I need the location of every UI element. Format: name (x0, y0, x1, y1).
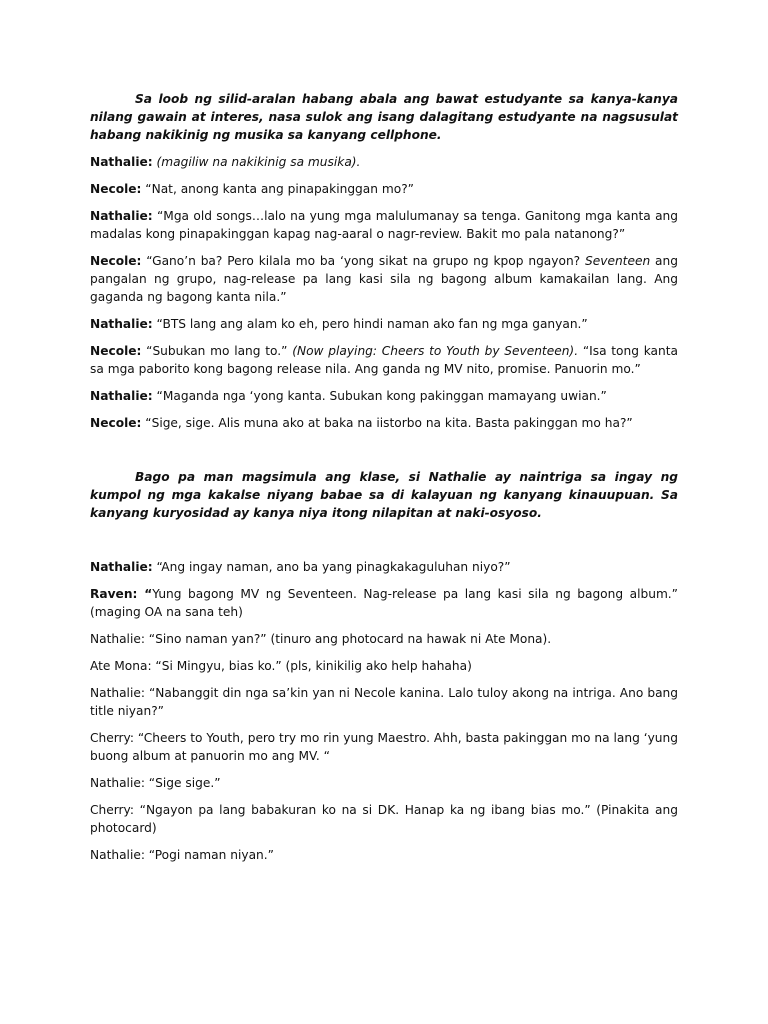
speaker-label: Necole: (90, 254, 142, 268)
dialogue-line: Cherry: “Ngayon pa lang babakuran ko na si DK. Hanap ka ng ibang bias mo.” (Pinakita ang photocard) (90, 803, 678, 835)
dialogue-text: “BTS lang ang alam ko eh, pero hindi naman ako fan ng mga ganyan.” (152, 317, 588, 331)
dialogue-text: “Nat, anong kanta ang pinapakinggan mo?” (141, 182, 414, 196)
group-name: Seventeen (585, 254, 651, 268)
dialogue-text: “Sige, sige. Alis muna ako at baka na iistorbo na kita. Basta pakinggan mo ha?” (141, 416, 633, 430)
stage-direction: (magiliw na nakikinig sa musika). (156, 155, 361, 169)
dialogue-text: Yung bagong MV ng Seventeen. Nag-release pa lang kasi sila ng bagong album.” (maging OA na sana teh) (90, 587, 678, 619)
speaker-label: Necole: (90, 416, 142, 430)
dialogue-line: Nathalie: “Pogi naman niyan.” (90, 848, 274, 862)
dialogue-line: Nathalie: “Nabanggit din nga sa’kin yan ni Necole kanina. Lalo tuloy akong na intriga. Ano bang title niyan?” (90, 686, 678, 718)
dialogue-line (90, 558, 678, 576)
dialogue-text: “Subukan mo lang to.” (141, 344, 293, 358)
speaker-label: Nathalie: (90, 560, 153, 574)
dialogue-text-cont: “Isa tong kanta sa mga paborito kong bagong release nila. Ang ganda ng MV nito, promise. Panuorin mo.” (90, 344, 679, 376)
dialogue-text: “Mga old songs…lalo na yung mga malulumanay sa tenga. Ganitong mga kanta ang madalas kong pinapakinggan kapag nag-aaral o nagr-review. Bakit mo pala natanong?” (90, 209, 678, 241)
speaker-label: Nathalie: (90, 317, 153, 331)
speaker-label: Nathalie: (90, 389, 153, 403)
speaker-label: Nathalie: (90, 155, 153, 169)
dialogue-line (90, 414, 678, 432)
dialogue-line (90, 180, 678, 198)
speaker-label: Raven: “ (90, 587, 153, 601)
dialogue-line (90, 585, 678, 621)
stage-direction: (Now playing: Cheers to Youth by Seventeen). (292, 344, 579, 358)
dialogue-text: “Maganda nga ‘yong kanta. Subukan kong pakinggan mamayang uwian.” (152, 389, 607, 403)
narration-classroom: Sa loob ng silid-aralan habang abala ang bawat estudyante sa kanya-kanya nilang gawain at interes, nasa sulok ang isang dalagitang estudyante na nagsusulat habang nakikinig ng musika sa kanyang cellphone. (90, 92, 678, 142)
dialogue-text-cont: ang pangalan ng grupo, nag-release pa lang kasi sila ng bagong album kamakailan lang. Ang gaganda ng bagong kanta nila.” (90, 254, 678, 304)
dialogue-line (90, 387, 678, 405)
speaker-label: Necole: (90, 344, 142, 358)
dialogue-line (90, 252, 678, 306)
narration-before-class: Bago pa man magsimula ang klase, si Nathalie ay naintriga sa ingay ng kumpol ng mga kakalse niyang babae sa di kalayuan ng kanyang kinauupuan. Sa kanyang kuryosidad ay kanya niya itong nilapitan at naki-osyoso. (90, 470, 678, 520)
dialogue-line: Cherry: “Cheers to Youth, pero try mo rin yung Maestro. Ahh, basta pakinggan mo na lang ‘yung buong album at panuorin mo ang MV. “ (90, 731, 678, 763)
dialogue-line: Ate Mona: “Si Mingyu, bias ko.” (pls, kinikilig ako help hahaha) (90, 659, 472, 673)
dialogue-line: Nathalie: “Sige sige.” (90, 776, 221, 790)
dialogue-line (90, 315, 678, 333)
dialogue-line (90, 153, 678, 171)
speaker-label: Nathalie: (90, 209, 153, 223)
speaker-label: Necole: (90, 182, 142, 196)
dialogue-line: Nathalie: “Sino naman yan?” (tinuro ang photocard na hawak ni Ate Mona). (90, 632, 552, 646)
dialogue-text: “Gano’n ba? Pero kilala mo ba ‘yong sikat na grupo ng kpop ngayon? (141, 254, 586, 268)
dialogue-line (90, 207, 678, 243)
dialogue-line (90, 342, 678, 378)
dialogue-text: “Ang ingay naman, ano ba yang pinagkakaguluhan niyo?” (152, 560, 511, 574)
